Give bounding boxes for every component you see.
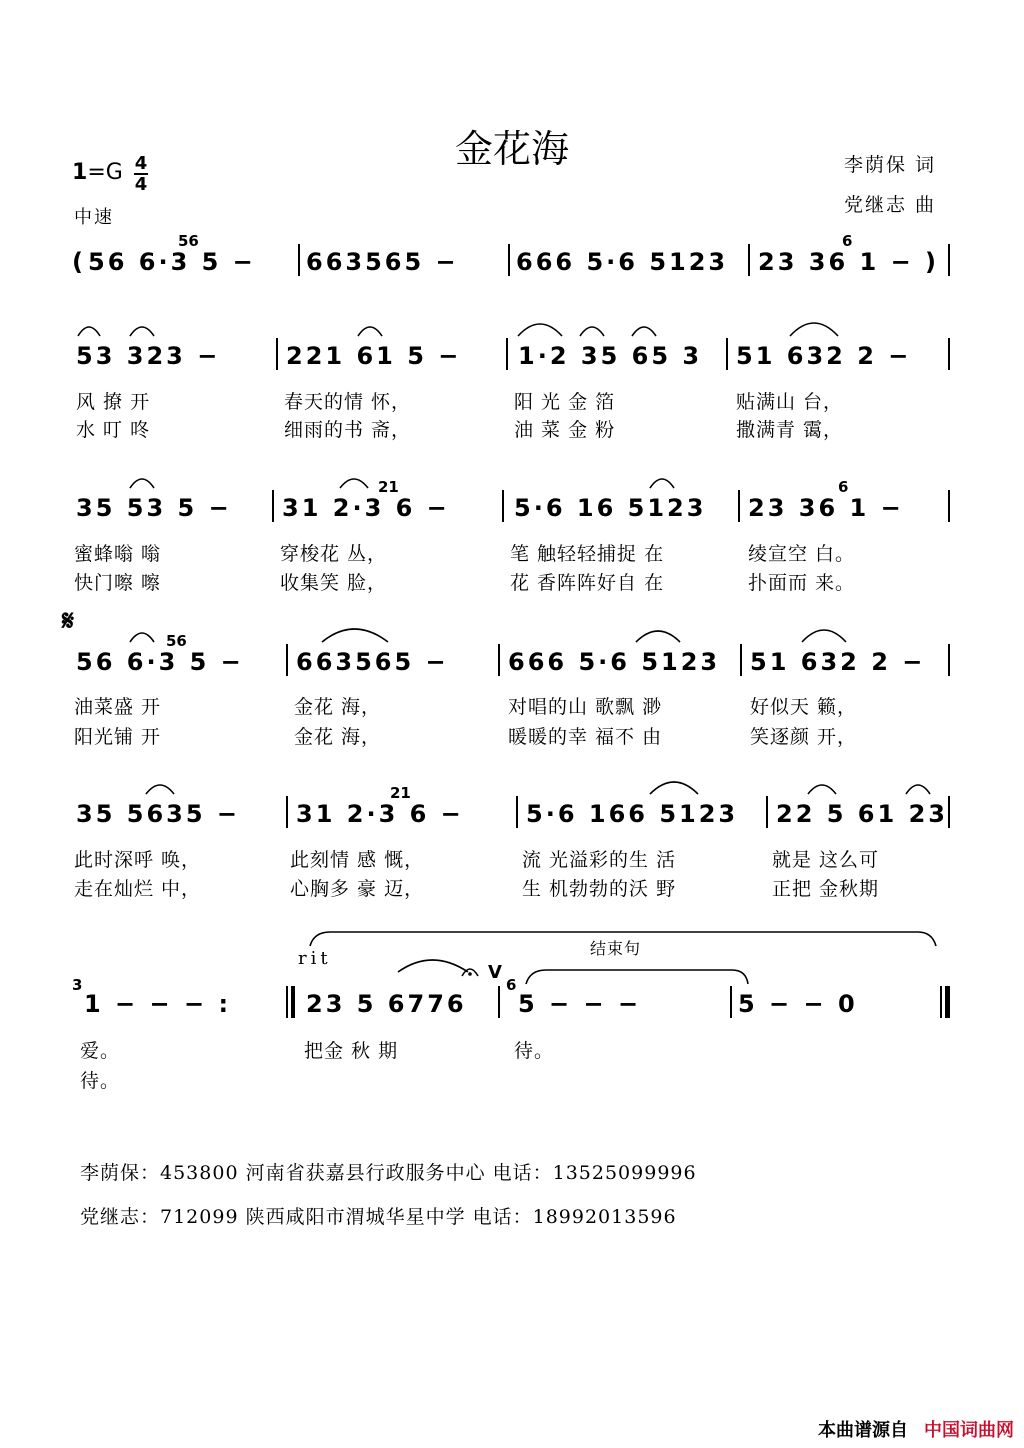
- lyric-3b-2: 收集笑 脸，: [280, 572, 388, 594]
- slur: [650, 782, 698, 794]
- lyric-3a-1: 蜜蜂嗡 嗡: [74, 543, 162, 565]
- measure-2-1: 53 323 −: [76, 342, 221, 370]
- grace-note: 21: [378, 478, 399, 496]
- slur: [802, 630, 846, 642]
- segno-sign: 𝄋: [62, 604, 75, 637]
- grace-note: 6: [842, 232, 853, 250]
- lyric-4b-3: 暖暖的幸 福不 由: [508, 726, 663, 748]
- source-label: 本曲谱源自: [818, 1420, 908, 1441]
- lyric-2b-2: 细雨的书 斋，: [284, 419, 412, 441]
- measure-6-1: 1 − − − :: [84, 990, 232, 1018]
- lyric-2b-4: 撒满青 霭，: [736, 419, 844, 441]
- slur: [130, 479, 154, 488]
- contact-lyricist: 李荫保：453800 河南省获嘉县行政服务中心 电话：13525099996: [80, 1162, 697, 1184]
- lyric-5b-3: 生 机勃勃的沃 野: [522, 878, 677, 900]
- time-signature: 4 4: [134, 153, 148, 195]
- lyric-6a-3: 待。: [514, 1040, 555, 1062]
- lyric-4a-1: 油菜盛 开: [74, 696, 162, 718]
- lyric-5a-1: 此时深呼 唤，: [74, 849, 202, 871]
- key-signature: 1=G: [72, 160, 123, 185]
- measure-1-1: 56 6·3 5 −: [88, 248, 256, 276]
- measure-5-4: 22 5 61 23: [776, 800, 948, 828]
- measure-1-3: 666 5·6 5123: [516, 248, 729, 276]
- lyric-3b-3: 花 香阵阵好自 在: [510, 572, 665, 594]
- slur: [130, 327, 154, 336]
- contact-composer: 党继志：712099 陕西咸阳市渭城华星中学 电话：18992013596: [80, 1206, 677, 1228]
- measure-6-2: 23 5 6776: [306, 990, 467, 1018]
- slur: [790, 323, 838, 336]
- ending-bracket: [310, 932, 936, 946]
- measure-6-3: 5 − − −: [518, 990, 642, 1018]
- slur: [358, 327, 382, 336]
- measure-4-1: 56 6·3 5 −: [76, 648, 244, 676]
- measure-1-4: 23 36 1 − ): [758, 248, 939, 276]
- lyric-3a-2: 穿梭花 丛，: [280, 543, 388, 565]
- measure-1-2: 663565 −: [306, 248, 459, 276]
- lyric-5b-4: 正把 金秋期: [772, 878, 880, 900]
- grace-note: 56: [166, 632, 187, 650]
- lyric-5a-4: 就是 这么可: [772, 849, 880, 871]
- lyric-3b-4: 扑面而 来。: [748, 572, 856, 594]
- lyric-2b-3: 油 菜 金 粉: [514, 419, 616, 441]
- lyric-5a-3: 流 光溢彩的生 活: [522, 849, 677, 871]
- slur: [322, 629, 388, 642]
- lyric-2a-2: 春天的情 怀，: [284, 391, 412, 413]
- lyricist-credit: 李荫保 词: [843, 154, 936, 176]
- slur: [398, 960, 468, 972]
- lyric-6a-1: 爱。: [80, 1040, 121, 1062]
- grace-note: 21: [390, 784, 411, 802]
- lyric-3a-3: 笔 触轻轻捕捉 在: [510, 543, 665, 565]
- ending-label: 结束句: [590, 939, 642, 958]
- breath-mark: V: [488, 962, 505, 983]
- lyric-4b-1: 阳光铺 开: [74, 726, 162, 748]
- slur: [518, 324, 562, 336]
- measure-5-1: 35 5635 −: [76, 800, 241, 828]
- source-site-link[interactable]: 中国词曲网: [924, 1420, 1014, 1441]
- lyric-5a-2: 此刻情 感 慨，: [290, 849, 425, 871]
- measure-2-3: 1·2 35 65 3: [518, 342, 703, 370]
- measure-2-4: 51 632 2 −: [736, 342, 912, 370]
- measure-3-3: 5·6 16 5123: [514, 494, 707, 522]
- measure-3-2: 31 2·3 6 −: [282, 494, 450, 522]
- lyric-5b-2: 心胸多 豪 迈，: [290, 878, 425, 900]
- slur: [580, 327, 604, 336]
- lyric-2a-1: 风 撩 开: [76, 391, 151, 413]
- grace-note: 6: [838, 478, 849, 496]
- lyric-3a-4: 绫宣空 白。: [748, 543, 856, 565]
- source-footer: [818, 1416, 1014, 1442]
- measure-4-4: 51 632 2 −: [750, 648, 926, 676]
- slur: [808, 785, 836, 794]
- slur: [78, 327, 100, 336]
- composer-credit: 党继志 曲: [843, 194, 936, 216]
- page-title: 金花海: [454, 127, 569, 171]
- measure-6-4: 5 − − 0: [738, 990, 858, 1018]
- lyric-2a-3: 阳 光 金 箔: [514, 391, 616, 413]
- rit-marking: rit: [298, 948, 332, 969]
- slur: [906, 785, 930, 794]
- measure-4-3: 666 5·6 5123: [508, 648, 721, 676]
- lyric-4b-4: 笑逐颜 开，: [750, 726, 858, 748]
- lyric-3b-1: 快门嚓 嚓: [74, 572, 162, 594]
- measure-2-2: 221 61 5 −: [286, 342, 462, 370]
- lyric-2a-4: 贴满山 台，: [736, 391, 844, 413]
- lyric-2b-1: 水 叮 咚: [76, 419, 151, 441]
- measure-3-1: 35 53 5 −: [76, 494, 232, 522]
- intro-paren: (: [72, 248, 86, 276]
- fermata-dot: [468, 972, 472, 976]
- slur: [632, 327, 656, 336]
- grace-note: 56: [178, 232, 199, 250]
- tempo-marking: 中速: [74, 207, 114, 228]
- measure-4-2: 663565 −: [296, 648, 449, 676]
- lyric-4a-3: 对唱的山 歌飘 渺: [508, 696, 663, 718]
- lyric-4b-2: 金花 海，: [294, 726, 382, 748]
- lyric-5b-1: 走在灿烂 中，: [74, 878, 202, 900]
- measure-5-3: 5·6 166 5123: [526, 800, 739, 828]
- slur: [340, 479, 368, 488]
- lyric-4a-2: 金花 海，: [294, 696, 382, 718]
- grace-note: 3: [72, 976, 83, 994]
- slur: [650, 479, 674, 488]
- grace-note: 6: [506, 976, 517, 994]
- lyric-6b-1: 待。: [80, 1070, 121, 1092]
- slur: [636, 631, 680, 642]
- lyric-6a-2: 把金 秋 期: [304, 1040, 399, 1062]
- measure-3-4: 23 36 1 −: [748, 494, 904, 522]
- lyric-4a-4: 好似天 籁，: [750, 696, 858, 718]
- slur: [146, 785, 174, 794]
- slur: [526, 970, 748, 984]
- slur: [130, 633, 154, 642]
- measure-5-2: 31 2·3 6 −: [296, 800, 464, 828]
